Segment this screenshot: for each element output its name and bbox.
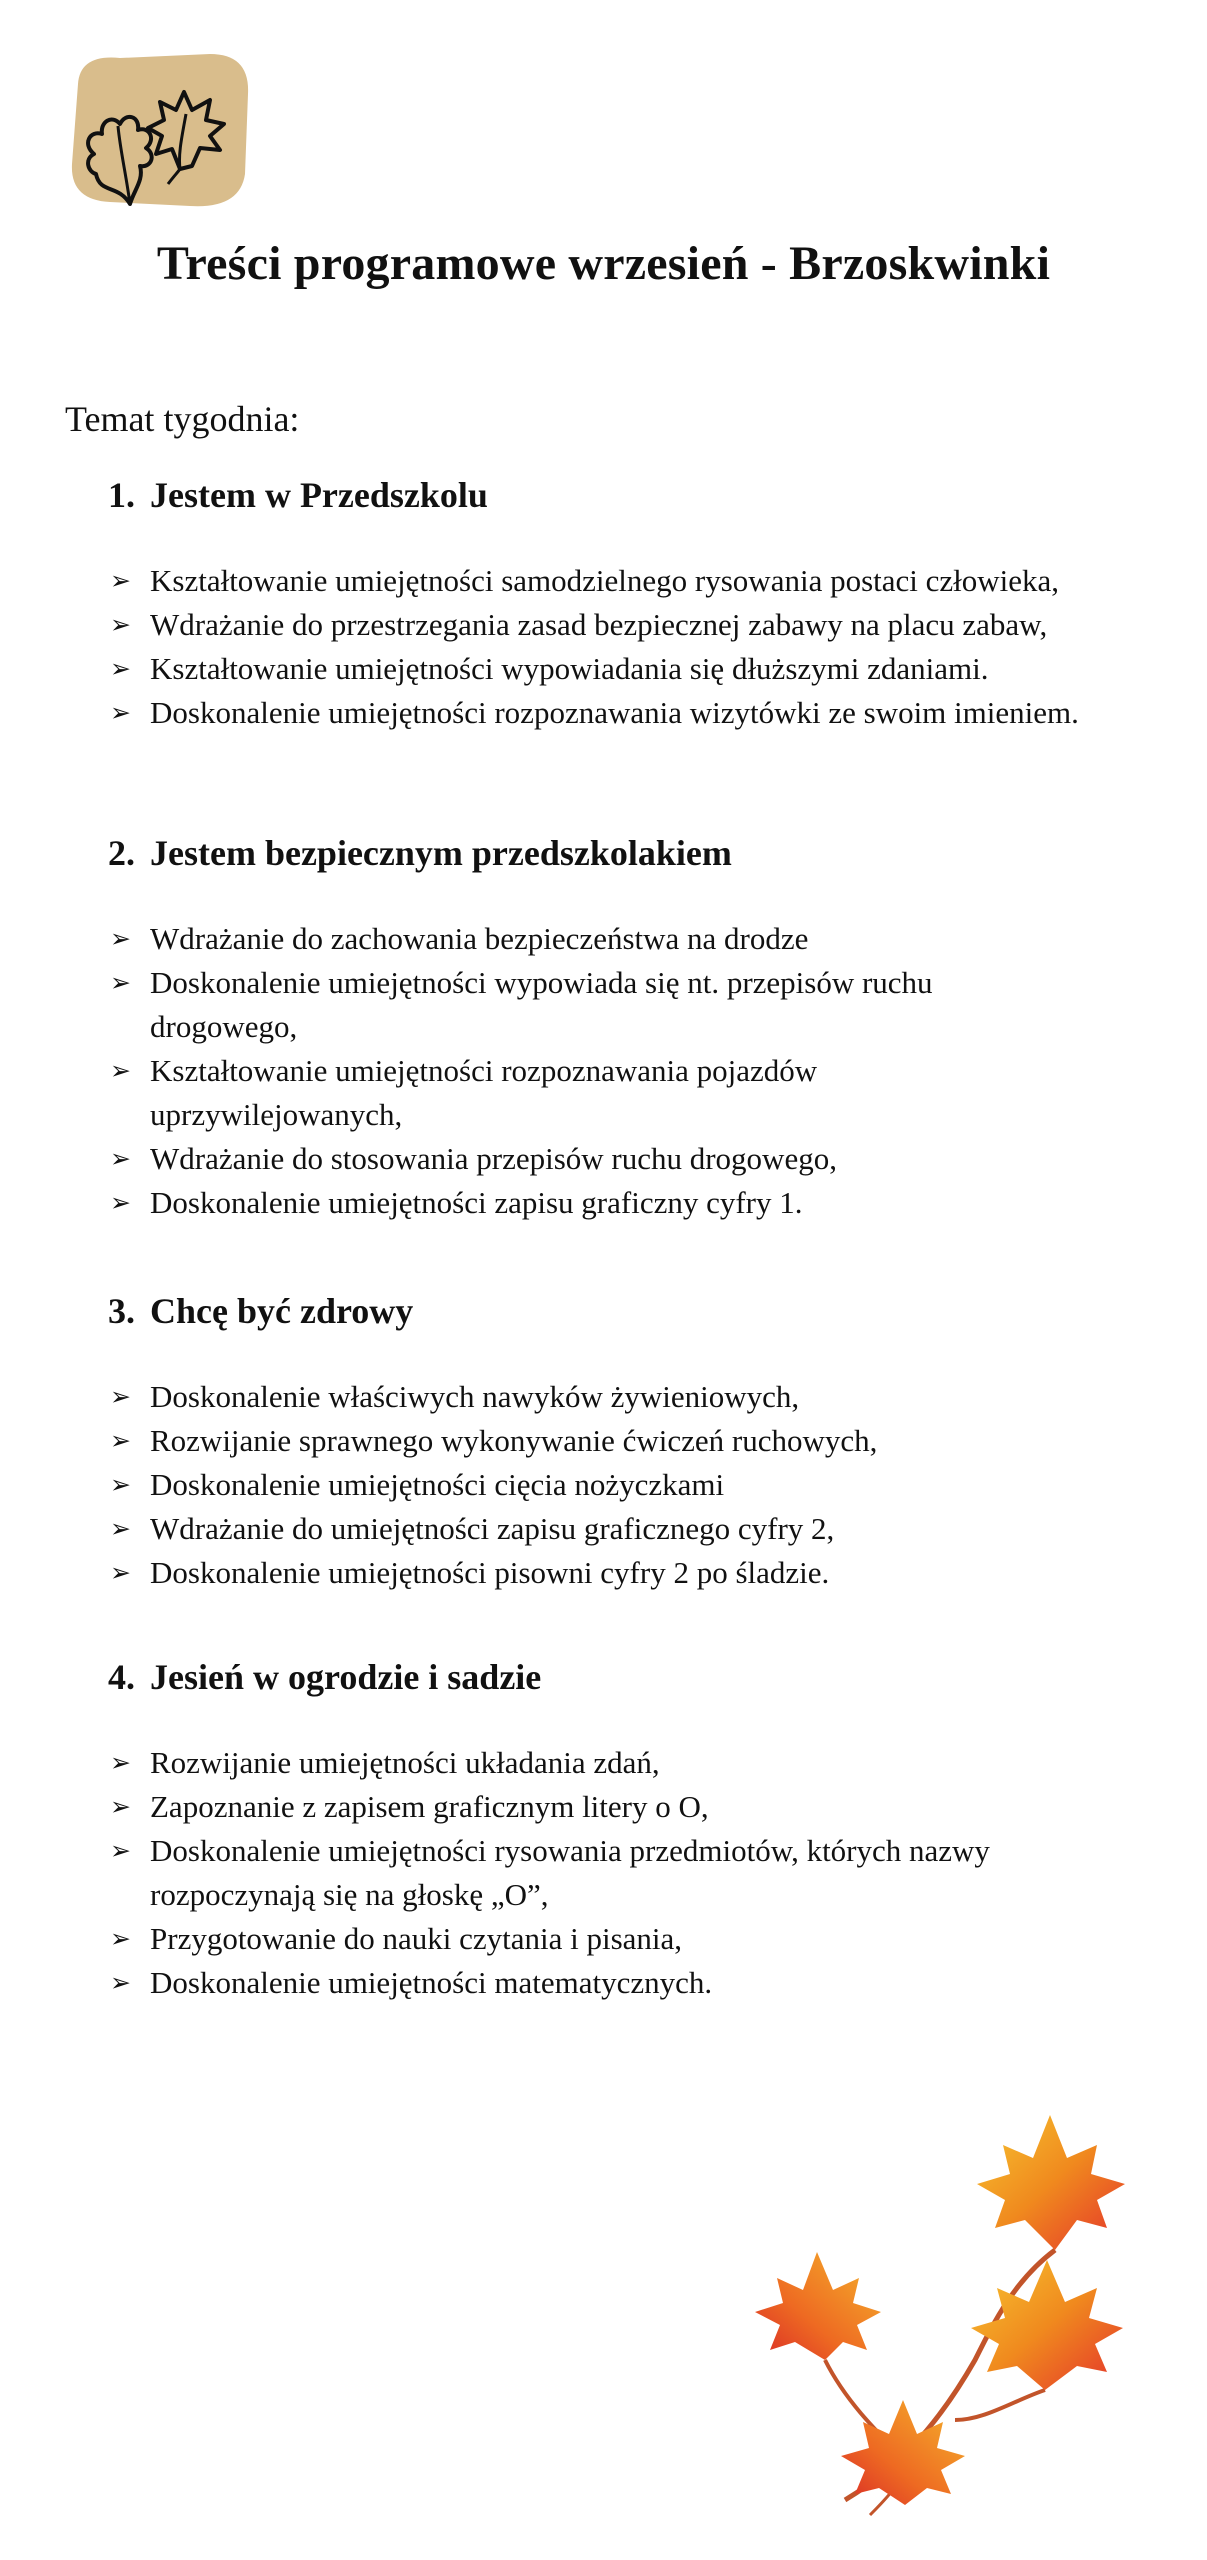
arrow-bullet-icon: ➢ bbox=[110, 1382, 131, 1411]
list-item-text: Zapoznanie z zapisem graficznym litery o O, bbox=[150, 1789, 709, 1824]
arrow-bullet-icon: ➢ bbox=[110, 924, 131, 953]
list-item bbox=[110, 1551, 1150, 1595]
arrow-bullet-icon: ➢ bbox=[110, 1558, 131, 1587]
arrow-bullet-icon: ➢ bbox=[110, 1748, 131, 1777]
list-item-text: Doskonalenie umiejętności rysowania przedmiotów, których nazwy rozpoczynają się na głoskę „O”, bbox=[150, 1833, 990, 1912]
list-item-text: Doskonalenie umiejętności matematycznych. bbox=[150, 1965, 713, 2000]
list-item-text: Wdrażanie do zachowania bezpieczeństwa na drodze bbox=[150, 921, 809, 956]
list-item-text: Doskonalenie umiejętności zapisu graficzny cyfry 1. bbox=[150, 1185, 803, 1220]
list-item bbox=[110, 1829, 1110, 1917]
arrow-bullet-icon: ➢ bbox=[110, 566, 131, 595]
section-title: Jestem w Przedszkolu bbox=[150, 475, 488, 515]
page-title: Treści programowe wrzesień - Brzoskwinki bbox=[156, 237, 1051, 290]
arrow-bullet-icon: ➢ bbox=[110, 1470, 131, 1499]
section-title: Chcę być zdrowy bbox=[150, 1291, 414, 1331]
list-item bbox=[110, 1375, 1150, 1419]
list-item-text: Przygotowanie do nauki czytania i pisania, bbox=[150, 1921, 683, 1956]
arrow-bullet-icon: ➢ bbox=[110, 1188, 131, 1217]
list-item-text: Wdrażanie do stosowania przepisów ruchu drogowego, bbox=[150, 1141, 837, 1176]
list-item bbox=[110, 1181, 1060, 1225]
list-item-text: Rozwijanie sprawnego wykonywanie ćwiczeń ruchowych, bbox=[150, 1423, 878, 1458]
list-item-text: Kształtowanie umiejętności rozpoznawania pojazdów uprzywilejowanych, bbox=[150, 1053, 818, 1132]
list-item-text: Wdrażanie do umiejętności zapisu graficznego cyfry 2, bbox=[150, 1511, 835, 1546]
list-item bbox=[110, 1917, 1110, 1961]
list-item bbox=[110, 603, 1150, 647]
bullet-list bbox=[110, 559, 1150, 735]
list-item bbox=[110, 1463, 1150, 1507]
arrow-bullet-icon: ➢ bbox=[110, 968, 131, 997]
list-item bbox=[110, 691, 1110, 735]
section-number: 2. bbox=[108, 833, 135, 873]
list-item bbox=[110, 1049, 1030, 1137]
section-heading bbox=[108, 832, 732, 874]
arrow-bullet-icon: ➢ bbox=[110, 1836, 131, 1865]
section-title: Jesień w ogrodzie i sadzie bbox=[150, 1657, 542, 1697]
arrow-bullet-icon: ➢ bbox=[110, 1924, 131, 1953]
list-item-text: Doskonalenie właściwych nawyków żywieniowych, bbox=[150, 1379, 800, 1414]
section-number: 3. bbox=[108, 1291, 135, 1331]
list-item bbox=[110, 1741, 1110, 1785]
list-item-text: Rozwijanie umiejętności układania zdań, bbox=[150, 1745, 660, 1780]
list-item bbox=[110, 1507, 1150, 1551]
section-heading bbox=[108, 1656, 541, 1698]
list-item-text: Doskonalenie umiejętności cięcia nożyczkami bbox=[150, 1467, 725, 1502]
intro-label: Temat tygodnia: bbox=[65, 399, 300, 439]
list-item-text: Doskonalenie umiejętności wypowiada się nt. przepisów ruchu drogowego, bbox=[150, 965, 933, 1044]
bullet-list bbox=[110, 1375, 1150, 1595]
bullet-list bbox=[110, 1741, 1110, 2005]
list-item bbox=[110, 1137, 1060, 1181]
arrow-bullet-icon: ➢ bbox=[110, 1056, 131, 1085]
list-item bbox=[110, 1419, 1150, 1463]
list-item bbox=[110, 647, 1150, 691]
list-item-text: Wdrażanie do przestrzegania zasad bezpiecznej zabawy na placu zabaw, bbox=[150, 607, 1048, 642]
section-title: Jestem bezpiecznym przedszkolakiem bbox=[150, 833, 732, 873]
list-item bbox=[110, 917, 1060, 961]
arrow-bullet-icon: ➢ bbox=[110, 610, 131, 639]
list-item bbox=[110, 961, 1060, 1049]
leaf-outline-icon bbox=[60, 44, 260, 214]
arrow-bullet-icon: ➢ bbox=[110, 1968, 131, 1997]
list-item-text: Doskonalenie umiejętności pisowni cyfry 2 po śladzie. bbox=[150, 1555, 830, 1590]
section-heading bbox=[108, 1290, 413, 1332]
list-item-text: Doskonalenie umiejętności rozpoznawania wizytówki ze swoim imieniem. bbox=[150, 695, 1079, 730]
list-item-text: Kształtowanie umiejętności wypowiadania się dłuższymi zdaniami. bbox=[150, 651, 989, 686]
arrow-bullet-icon: ➢ bbox=[110, 1426, 131, 1455]
section-number: 1. bbox=[108, 475, 135, 515]
bullet-list bbox=[110, 917, 1060, 1225]
section-number: 4. bbox=[108, 1657, 135, 1697]
list-item bbox=[110, 559, 1150, 603]
list-item bbox=[110, 1785, 1110, 1829]
arrow-bullet-icon: ➢ bbox=[110, 1792, 131, 1821]
arrow-bullet-icon: ➢ bbox=[110, 1514, 131, 1543]
list-item bbox=[110, 1961, 1110, 2005]
arrow-bullet-icon: ➢ bbox=[110, 1144, 131, 1173]
arrow-bullet-icon: ➢ bbox=[110, 654, 131, 683]
maple-leaves-icon bbox=[755, 2100, 1155, 2530]
list-item-text: Kształtowanie umiejętności samodzielnego rysowania postaci człowieka, bbox=[150, 563, 1060, 598]
arrow-bullet-icon: ➢ bbox=[110, 698, 131, 727]
section-heading bbox=[108, 474, 488, 516]
